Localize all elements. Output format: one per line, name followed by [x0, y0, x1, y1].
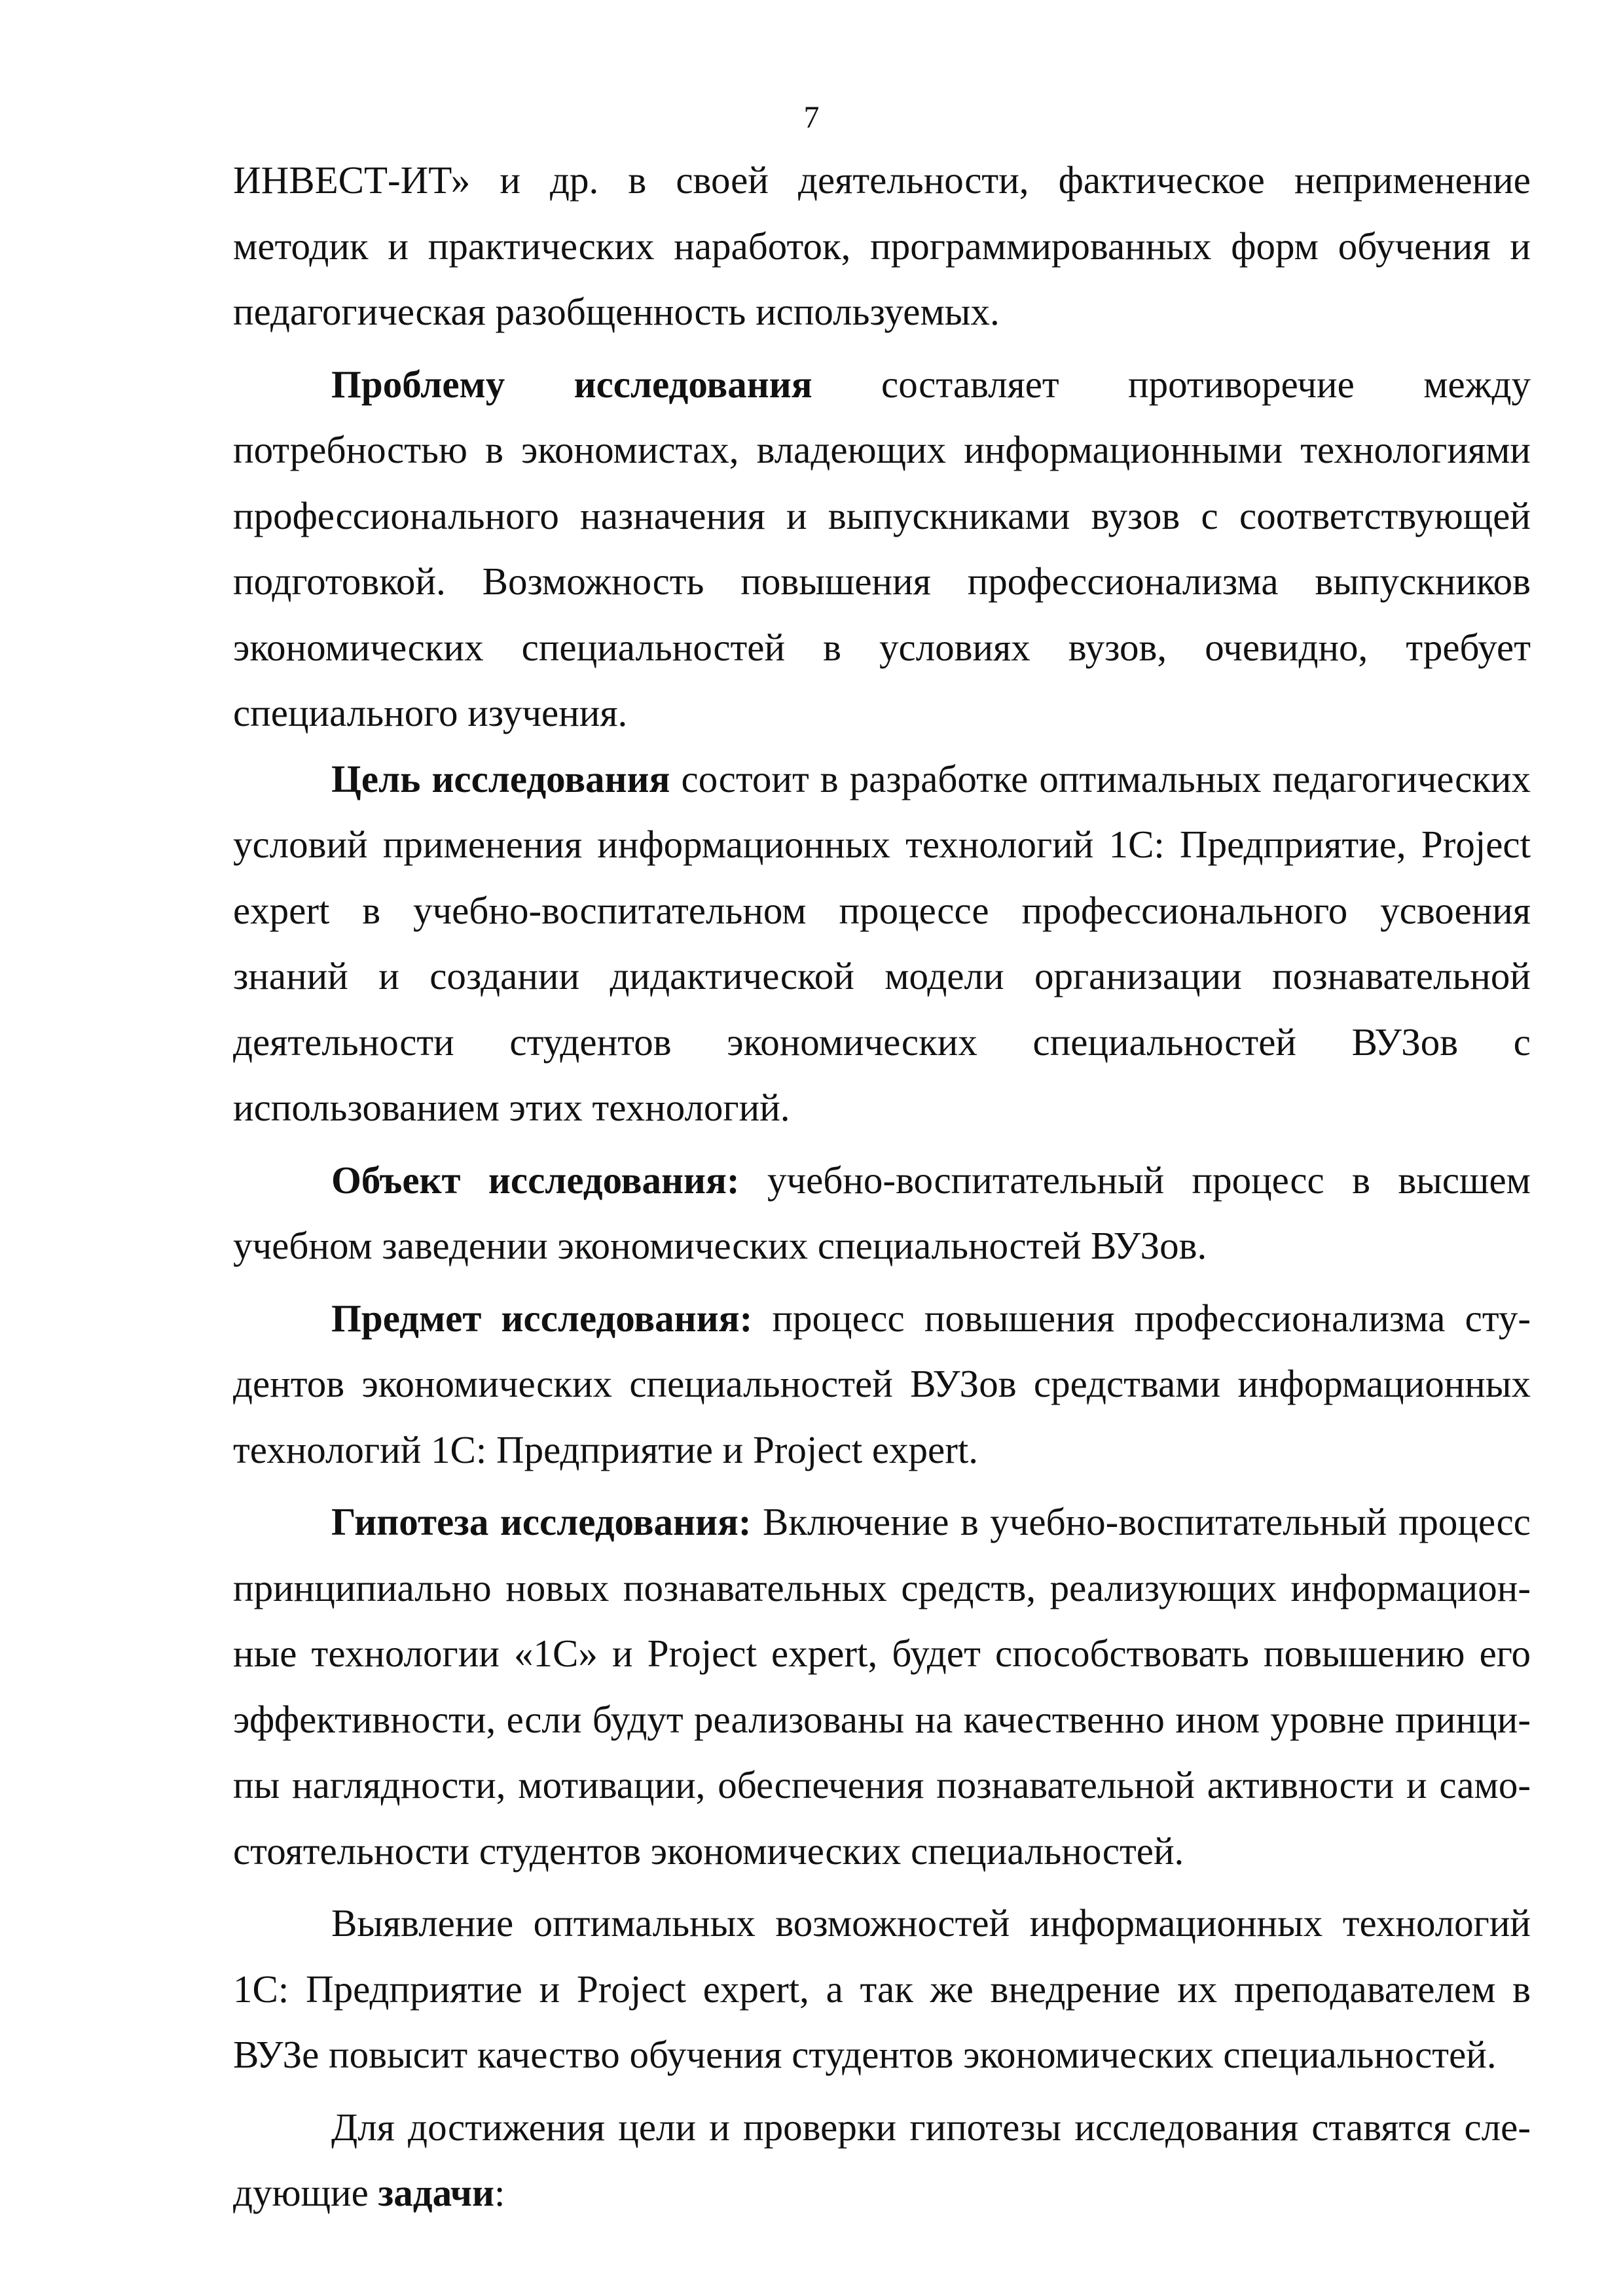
paragraph-subject	[233, 1285, 1531, 1483]
paragraph-text: Включение в учебно-воспитательный процесс принципиально новых познавательных средств, реализующих информационные технологии «1С» и Project expert, будет способствовать повышению его эффективности, если будут реализованы на качественно ином уровне принципы наглядности, мотивации, обеспечения познавательной активности и самостоятельности студентов экономических специальностей.	[233, 1500, 1531, 1873]
paragraph-lead: Объект исследования:	[331, 1158, 740, 1202]
paragraph-hypothesis	[233, 1489, 1531, 1884]
paragraph-problem	[233, 351, 1531, 746]
paragraph-bold-word: задачи	[378, 2171, 495, 2214]
paragraph-identification	[233, 1890, 1531, 2088]
paragraph-tail: :	[494, 2171, 505, 2214]
document-body	[233, 147, 1531, 2226]
paragraph-lead: Цель исследования	[331, 757, 670, 800]
paragraph-lead: Предмет исследования:	[331, 1296, 753, 1340]
paragraph-object	[233, 1147, 1531, 1279]
paragraph-text: ИНВЕСТ-ИТ» и др. в своей деятельности, фактическое неприменение методик и практических наработок, программированных форм обучения и педагогическая разобщенность используемых.	[233, 158, 1531, 333]
paragraph-text: учебно-воспитательный процесс в высшем учебном заведении экономических специальностей ВУЗов.	[233, 1158, 1531, 1267]
paragraph-text: Для достижения цели и проверки гипотезы исследования ставятся следующие	[233, 2105, 1531, 2214]
paragraph-lead: Проблему исследования	[331, 362, 812, 406]
paragraph-lead: Гипотеза исследования:	[331, 1500, 752, 1543]
paragraph-goal	[233, 746, 1531, 1141]
paragraph-tasks-intro	[233, 2094, 1531, 2226]
paragraph-text: Выявление оптимальных возможностей информационных технологий 1С: Предприятие и Project expert, а так же внедрение их преподавателем в ВУЗе повысит качество обучения студентов экономических специальностей.	[233, 1901, 1531, 2076]
paragraph-text: составляет противоречие между потребностью в экономистах, владеющих информационными технологиями профессионального назначения и выпускниками вузов с соответствующей подготовкой. Возможность повышения профессионализма выпускников экономических специальностей в условиях вузов, очевидно, требует специального изучения.	[233, 362, 1531, 734]
paragraph-continuation	[233, 147, 1531, 345]
paragraph-text: состоит в разработке оптимальных педагогических условий применения информационных технологий 1С: Предприятие, Project expert в учебно-воспитательном процессе профессионального усвоения знаний и создании дидактической модели организации познавательной деятельности студентов экономических специальностей ВУЗов с использованием этих технологий.	[233, 757, 1531, 1129]
page-number: 7	[803, 100, 820, 135]
paragraph-text: процесс повышения профессионализма студентов экономических специальностей ВУЗов средствами информационных технологий 1С: Предприятие и Project expert.	[233, 1296, 1531, 1471]
